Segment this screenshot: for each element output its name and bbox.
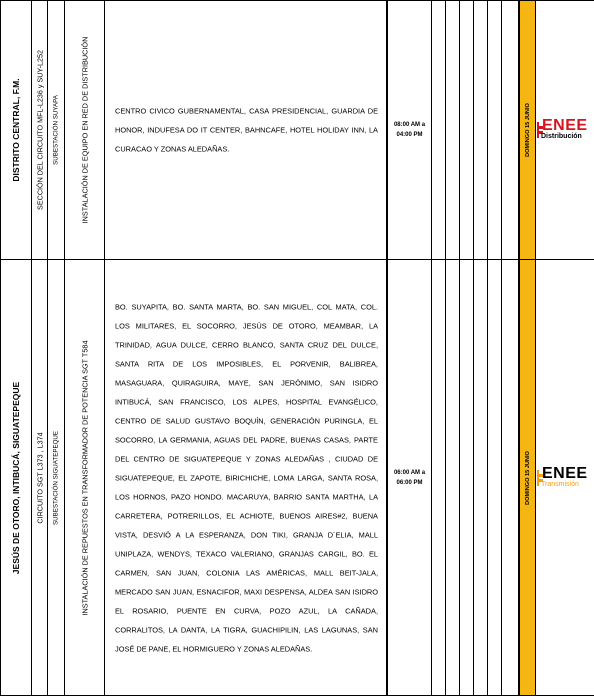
empty-cell bbox=[446, 260, 460, 696]
logo-cell bbox=[536, 260, 594, 696]
logo-brand: ENEE bbox=[542, 464, 588, 482]
date-cell bbox=[520, 0, 536, 260]
empty-cell bbox=[488, 0, 502, 260]
work-label: INSTALACIÓN DE EQUIPO EN RED DE DISTRIBUCIÓN bbox=[80, 36, 89, 224]
enee-distribucion-logo bbox=[537, 118, 593, 142]
circuit-label: SECCIÓN DEL CIRCUITO MFL-L236 y SUY-L252 bbox=[35, 50, 44, 210]
time-end: 04:00 PM bbox=[396, 132, 423, 138]
empty-cell bbox=[460, 0, 474, 260]
work-cell bbox=[65, 260, 105, 696]
substation-label: SUBESTACIÓN SUYAPA bbox=[52, 95, 60, 165]
time-start: 08:00 AM a bbox=[393, 122, 426, 128]
circuit-cell bbox=[32, 260, 48, 696]
work-label: INSTALACIÓN DE REPUESTOS EN TRANSFORMADOR DE POTENCIA SGT T584 bbox=[80, 339, 89, 616]
logo-brand: ENEE bbox=[542, 117, 588, 134]
substation-label: SUBESTACIÓN SIGUATEPEQUE bbox=[52, 430, 60, 525]
affected-areas-text: CENTRO CIVICO GUBERNAMENTAL, CASA PRESIDENCIAL, GUARDIA DE HONOR, INDUFESA DO IT CENTER, BAHNCAFE, HOTEL HOLIDAY INN, LA CURACAO Y ZONAS ALEDAÑAS. bbox=[115, 106, 378, 154]
region-cell bbox=[0, 260, 32, 696]
date-label: DOMINGO 15 JUNIO bbox=[524, 450, 531, 505]
empty-cell bbox=[502, 0, 520, 260]
substation-cell bbox=[48, 260, 65, 696]
enee-transmision-logo bbox=[537, 466, 593, 490]
empty-cell bbox=[432, 260, 446, 696]
table-row bbox=[0, 0, 594, 260]
date-cell bbox=[520, 260, 536, 696]
table-row bbox=[0, 260, 594, 696]
logo-subtitle: Transmisión bbox=[541, 480, 579, 488]
work-cell bbox=[65, 0, 105, 260]
date-label: DOMINGO 15 JUNIO bbox=[524, 103, 531, 157]
empty-cell bbox=[488, 260, 502, 696]
circuit-cell bbox=[32, 0, 48, 260]
empty-cell bbox=[474, 260, 488, 696]
circuit-label: CIRCUITO SGT L373 , L374 bbox=[35, 431, 44, 524]
time-range bbox=[388, 468, 431, 488]
time-start: 06:00 AM a bbox=[393, 469, 426, 476]
empty-cell bbox=[432, 0, 446, 260]
empty-cell bbox=[446, 0, 460, 260]
time-range bbox=[388, 120, 431, 140]
empty-cell bbox=[474, 0, 488, 260]
logo-cell bbox=[536, 0, 594, 260]
time-cell bbox=[388, 0, 432, 260]
empty-cell bbox=[460, 260, 474, 696]
region-label: DISTRITO CENTRAL, F.M. bbox=[11, 78, 21, 182]
areas-cell bbox=[105, 0, 388, 260]
region-cell bbox=[0, 0, 32, 260]
logo-subtitle: Distribución bbox=[541, 133, 582, 140]
affected-areas-text: BO. SUYAPITA, BO. SANTA MARTA, BO. SAN MIGUEL, COL MATA, COL. LOS MILITARES, EL SOCORRO, JESÚS DE OTORO, MEAMBAR, LA TRINIDAD, AGUA DULCE, CERRO BLANCO, SANTA CRUZ DEL DULCE, SANTA RITA DE LOS IMPOSIBLES, EL PORVENIR, BALIBREA, MASAGUARA, QUIRAGUIRA, MAYE, SAN JERÓNIMO, SAN ISIDRO INTIBUCÁ, SAN FRANCISCO, LOS ALPES, HOSPITAL EVANGÉLICO, CENTRO DE SALUD GUSTAVO BOQUÍN, GENERACIÓN PURINGLA, EL SOCORRO, LA GERMANIA, AGUAS DEL PADRE, BUENAS CASAS, PARTE DEL CENTRO DE SIGUATEPEQUE Y ZONAS ALEDAÑAS , CIUDAD DE SIGUATEPEQUE, EL ZAPOTE, BIRICHICHE, LOMA LARGA, SANTA ROSA, LOS HORNOS, PAZO HONDO. MACARUYA, BARRIO SANTA MARTHA, LA CARRETERA, POTRERILLOS, EL ACHIOTE, BUENOS AIRES#2, BUENA VISTA, DESVIÓ A LA ESPERANZA, DON TIKI, GRANJA D´ELIA, MALL UNIPLAZA, WENDYS, TEXACO VALERIANO, GRANJAS CARGIL, BO. EL CARMEN, SAN JUAN, COLONIA LAS AMÉRICAS, MALL BEIT-JALA, MERCADO SAN JUAN, ESNACIFOR, MAXI DESPENSA, ALDEA SAN ISIDRO EL ROSARIO, PUENTE EN CURVA, POZO AZUL, LA CAÑADA, CORRALITOS, LA DANTA, LA TIGRA, GUACHIPILIN, LAS LAGUNAS, SAN JOSÉ DE PANE, EL HORMIGUERO Y ZONAS ALEDAÑAS. bbox=[115, 302, 378, 653]
region-label: JESÚS DE OTORO, INTIBUCÁ, SIGUATEPEQUE bbox=[11, 381, 21, 574]
substation-cell bbox=[48, 0, 65, 260]
time-cell bbox=[388, 260, 432, 696]
time-end: 06:00 PM bbox=[396, 479, 423, 486]
empty-cell bbox=[502, 260, 520, 696]
areas-cell bbox=[105, 260, 388, 696]
